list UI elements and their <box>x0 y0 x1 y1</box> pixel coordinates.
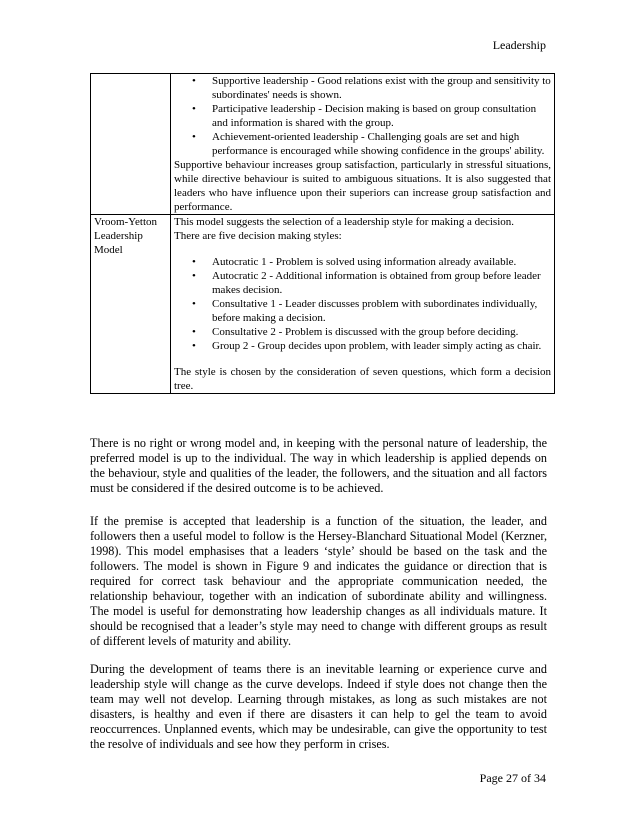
model-description-cell <box>171 74 555 215</box>
model-name-cell: Vroom-Yetton Leadership Model <box>91 215 171 394</box>
running-header: Leadership <box>492 38 546 52</box>
list-item: • Supportive leadership - Good relations exist with the group and sensitivity to subordinates' needs is shown. <box>212 74 551 102</box>
list-item: • Group 2 - Group decides upon problem, with leader simply acting as chair. <box>212 339 551 353</box>
list-item: • Consultative 2 - Problem is discussed with the group before deciding. <box>212 325 551 339</box>
list-item: • Autocratic 1 - Problem is solved using information already available. <box>212 255 551 269</box>
page-number: Page 27 of 34 <box>479 771 546 785</box>
row2-closing: The style is chosen by the consideration of seven questions, which form a decision tree. <box>174 366 551 392</box>
list-item: • Consultative 1 - Leader discusses problem with subordinates individually, before making a decision. <box>212 297 551 325</box>
body-paragraph: If the premise is accepted that leadership is a function of the situation, the leader, and followers then a useful model to follow is the Hersey-Blanchard Situational Model (Kerzner, 1998). This model emphasises that a leaders ‘style’ should be based on the task and the followers. The model is shown in Figure 9 and indicates the guidance or direction that is required for correct task behaviour and the appropriate communication needed, the relationship behaviour, together with an indication of subordinate ability and willingness. The model is useful for demonstrating how leadership changes as all individuals mature. It should be recognised that a leader’s style may need to change with different groups as result of different levels of maturity and ability. <box>90 514 547 648</box>
row2-intro-line: There are five decision making styles: <box>174 230 342 242</box>
leadership-models-table <box>90 73 555 394</box>
table-row <box>91 74 555 215</box>
path-goal-styles-list <box>174 74 551 158</box>
body-paragraph: During the development of teams there is an inevitable learning or experience curve and leadership style will change as the curve develops. Indeed if style does not change then the team may well not develop. Learning through mistakes, as long as such mistakes are not disasters, is healthy and even if there are disasters it can help to gel the team to avoid reoccurrences. Unplanned events, which may be undesirable, can give the opportunity to test the resolve of individuals and see how they perform in crises. <box>90 662 547 751</box>
model-name-cell <box>91 74 171 215</box>
table-row <box>91 215 555 394</box>
list-item: • Participative leadership - Decision making is based on group consultation and information is shared with the group. <box>212 102 551 130</box>
model-description-cell <box>171 215 555 394</box>
list-item: • Achievement-oriented leadership - Challenging goals are set and high performance is encouraged while showing confidence in the groups' ability. <box>212 130 551 158</box>
list-item: • Autocratic 2 - Additional information is obtained from group before leader makes decision. <box>212 269 551 297</box>
body-paragraph: There is no right or wrong model and, in keeping with the personal nature of leadership, the preferred model is up to the individual. The way in which leadership is applied depends on the behaviour, style and qualities of the leader, the followers, and the situation and all factors must be considered if the desired outcome is to be achieved. <box>90 436 547 495</box>
row2-intro-line: This model suggests the selection of a leadership style for making a decision. <box>174 216 515 228</box>
decision-styles-list <box>174 255 551 353</box>
row1-paragraph: Supportive behaviour increases group satisfaction, particularly in stressful situations, while directive behaviour is suited to ambiguous situations. It is also suggested that leaders who have influence upon their superiors can increase group satisfaction and performance. <box>174 159 551 213</box>
